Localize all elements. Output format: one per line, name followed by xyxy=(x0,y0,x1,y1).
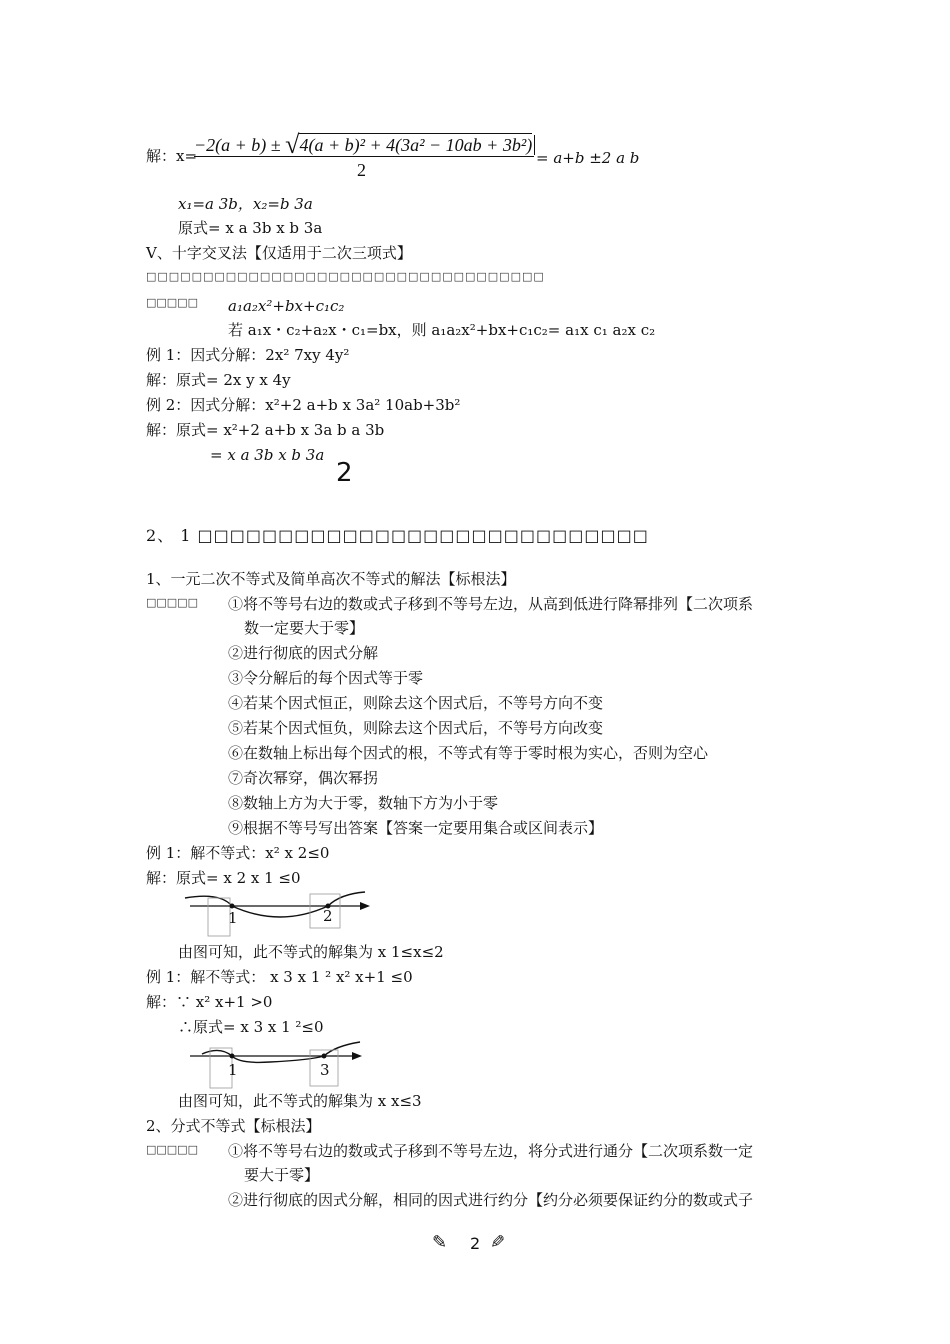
cross-formula-2: 若 a₁x・c₂+a₂x・c₁=bx，则 a₁a₂x²+bx+c₁c₂= a₁x c₁ a₂x c₂ xyxy=(228,321,656,339)
chapter-title: 2、 1 □□□□□□□□□□□□□□□□□□□□□□□□□□□□ xyxy=(146,526,649,545)
example2-title: 例 2：因式分解：x²+2 a+b x 3a² 10ab+3b² xyxy=(146,396,461,414)
solve-prefix: 解：x= xyxy=(146,147,198,165)
number-line-1-right-label: 2 xyxy=(323,907,333,925)
section2-label: □□□□□ xyxy=(146,1143,198,1156)
step-1-cont: 数一定要大于零】 xyxy=(244,619,365,637)
page-number: 2 xyxy=(470,1234,481,1253)
step-9: ⑨根据不等号写出答案【答案一定要用集合或区间表示】 xyxy=(228,819,604,837)
step-5: ⑤若某个因式恒负，则除去这个因式后，不等号方向改变 xyxy=(228,719,604,737)
section2-step-2: ②进行彻底的因式分解，相同的因式进行约分【约分必须要保证约分的数或式子 xyxy=(228,1191,754,1209)
exampleA-conclusion: 由图可知，此不等式的解集为 x 1≤x≤2 xyxy=(178,943,444,961)
example2-solution-1: 解：原式= x²+2 a+b x 3a b a 3b xyxy=(146,421,385,439)
number-line-1 xyxy=(180,888,380,938)
exampleB-solution-1: 解：∵ x² x+1 >0 xyxy=(146,993,273,1011)
formula-result: = a+b ±2 a b xyxy=(536,149,640,167)
pencil-icon: ✎ xyxy=(432,1232,448,1253)
step-1: ①将不等号右边的数或式子移到不等号左边，从高到低进行降幂排列【二次项系 xyxy=(228,595,754,613)
number-line-2-right-label: 3 xyxy=(320,1061,330,1079)
exampleA-solution: 解：原式= x 2 x 1 ≤0 xyxy=(146,869,301,887)
exampleB-conclusion: 由图可知，此不等式的解集为 x x≤3 xyxy=(178,1092,422,1110)
exampleB-title: 例 1：解不等式： x 3 x 1 ² x² x+1 ≤0 xyxy=(146,968,413,986)
step-4: ④若某个因式恒正，则除去这个因式后，不等号方向不变 xyxy=(228,694,604,712)
page-footer xyxy=(432,1232,522,1256)
steps-label: □□□□□ xyxy=(146,596,198,609)
example1-title: 例 1：因式分解：2x² 7xy 4y² xyxy=(146,346,350,364)
number-line-2-left-label: 1 xyxy=(228,1061,238,1079)
number-line-1-left-label: 1 xyxy=(228,909,238,927)
formula-radicand: 4(a + b)² + 4(3a² − 10ab + 3b²) xyxy=(299,135,533,155)
formula-denominator: 2 xyxy=(357,160,366,180)
big-two: 2 xyxy=(336,458,353,488)
section2-title: 2、分式不等式【标根法】 xyxy=(146,1117,321,1135)
number-line-2 xyxy=(180,1040,380,1090)
factored-line: 原式= x a 3b x b 3a xyxy=(178,219,323,237)
section5-title: V、十字交叉法【仅适用于二次三项式】 xyxy=(146,244,412,262)
roots-line: x₁=a 3b，x₂=b 3a xyxy=(178,195,313,213)
step-3: ③令分解后的每个因式等于零 xyxy=(228,669,424,687)
step-2: ②进行彻底的因式分解 xyxy=(228,644,379,662)
section1-title: 1、一元二次不等式及简单高次不等式的解法【标根法】 xyxy=(146,570,516,588)
example2-solution-2: = x a 3b x b 3a xyxy=(210,446,325,464)
section2-step-1: ①将不等号右边的数或式子移到不等号左边，将分式进行通分【二次项系数一定 xyxy=(228,1142,754,1160)
exampleA-title: 例 1：解不等式：x² x 2≤0 xyxy=(146,844,330,862)
example1-solution: 解：原式= 2x y x 4y xyxy=(146,371,291,389)
step-7: ⑦奇次幂穿，偶次幂拐 xyxy=(228,769,379,787)
sqrt-icon: √ xyxy=(285,130,300,159)
step-8: ⑧数轴上方为大于零，数轴下方为小于零 xyxy=(228,794,499,812)
garbled-line: □□□□□□□□□□□□□□□□□□□□□□□□□□□□□□□□□□□ xyxy=(146,270,545,283)
pencil-icon-mirrored: ✎ xyxy=(490,1232,506,1253)
step-6: ⑥在数轴上标出每个因式的根，不等式有等于零时根为实心，否则为空心 xyxy=(228,744,709,762)
cross-formula-1: a₁a₂x²+bx+c₁c₂ xyxy=(228,297,345,315)
formula-numerator-left: −2(a + b) ± xyxy=(194,135,281,155)
section2-step-1-cont: 要大于零】 xyxy=(244,1166,320,1184)
exampleB-solution-2: ∴原式= x 3 x 1 ²≤0 xyxy=(178,1018,324,1036)
method-label: □□□□□ xyxy=(146,296,198,309)
fraction-bar xyxy=(194,156,534,157)
